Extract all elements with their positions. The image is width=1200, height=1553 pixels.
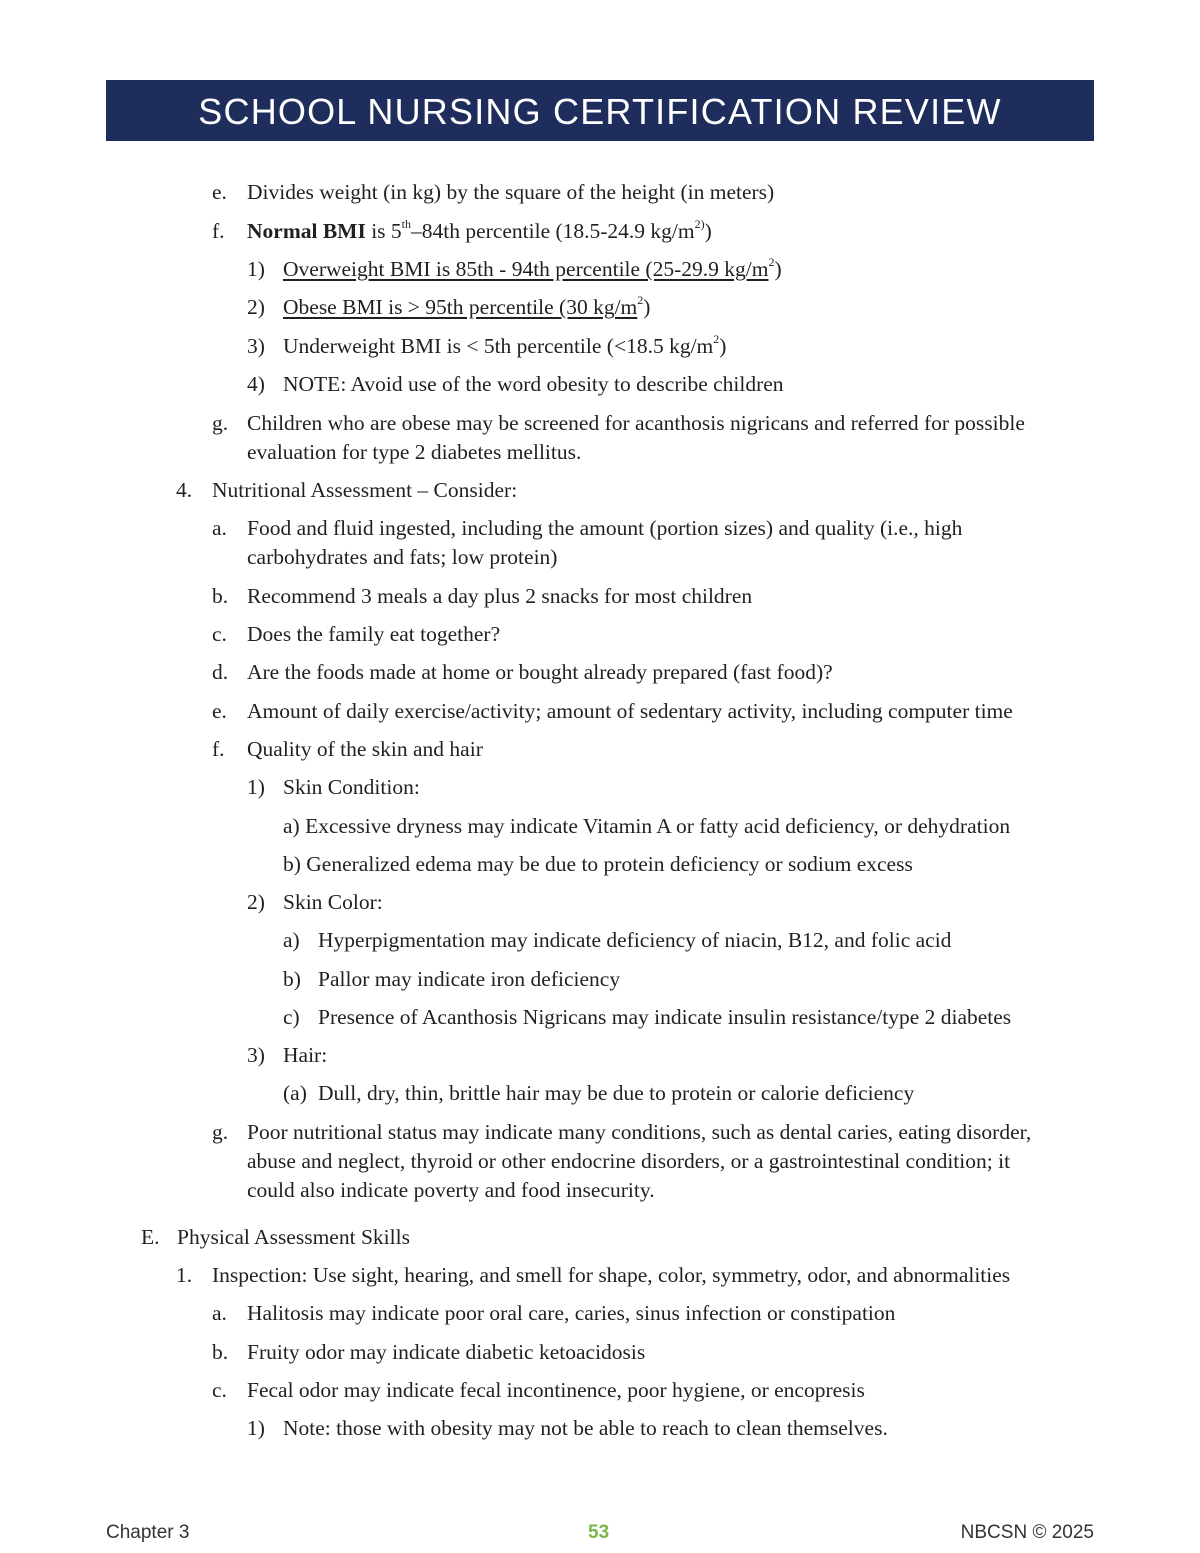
- superscript: 2: [768, 254, 775, 269]
- list-item-text: abuse and neglect, thyroid or other endocrine disorders, or a gastrointestinal condition; it: [247, 1149, 1011, 1173]
- overweight-item: [283, 255, 782, 284]
- text-run: ): [704, 219, 712, 243]
- list-item-text: Presence of Acanthosis Nigricans may indicate insulin resistance/type 2 diabetes: [318, 1005, 1012, 1029]
- footer-copyright: NBCSN © 2025: [960, 1522, 1094, 1543]
- list-marker: 3): [247, 1043, 265, 1067]
- page-header-title: SCHOOL NURSING CERTIFICATION REVIEW: [198, 91, 1002, 132]
- list-marker: 3): [247, 334, 265, 358]
- list-marker: b): [283, 967, 301, 991]
- list-marker: 4): [247, 372, 265, 396]
- list-item-text: Fruity odor may indicate diabetic ketoacidosis: [247, 1340, 646, 1364]
- list-item-text: carbohydrates and fats; low protein): [247, 545, 558, 569]
- obese-item: [283, 293, 650, 322]
- list-marker: 2): [247, 890, 265, 914]
- text-run: ): [719, 334, 727, 358]
- list-marker: c.: [212, 622, 227, 646]
- list-marker: a.: [212, 1301, 227, 1325]
- list-marker: 4.: [176, 478, 193, 502]
- list-item-text: Amount of daily exercise/activity; amount of sedentary activity, including computer time: [247, 699, 1013, 723]
- list-item-text: could also indicate poverty and food insecurity.: [247, 1178, 655, 1202]
- footer-chapter: Chapter 3: [106, 1522, 190, 1543]
- list-marker: 1): [247, 1416, 265, 1440]
- list-marker: e.: [212, 699, 227, 723]
- list-marker: b.: [212, 584, 229, 608]
- list-item-text: Dull, dry, thin, brittle hair may be due to protein or calorie deficiency: [318, 1081, 915, 1105]
- list-marker: b.: [212, 1340, 229, 1364]
- list-marker: d.: [212, 660, 229, 684]
- underweight-item: [283, 332, 726, 361]
- superscript: 2): [694, 216, 705, 231]
- list-item-text: a) Excessive dryness may indicate Vitamin A or fatty acid deficiency, or dehydration: [283, 814, 1011, 838]
- list-marker: e.: [212, 180, 227, 204]
- list-marker: 1): [247, 775, 265, 799]
- list-item-text: Note: those with obesity may not be able to reach to clean themselves.: [283, 1416, 888, 1440]
- list-item-text: Recommend 3 meals a day plus 2 snacks for most children: [247, 584, 753, 608]
- list-item-text: Hair:: [283, 1043, 328, 1067]
- list-marker: (a): [283, 1081, 307, 1105]
- list-item-text: Children who are obese may be screened for acanthosis nigricans and referred for possible: [247, 411, 1025, 435]
- list-item-text: Does the family eat together?: [247, 622, 501, 646]
- list-item-text: NOTE: Avoid use of the word obesity to describe children: [283, 372, 784, 396]
- list-item-text: Quality of the skin and hair: [247, 737, 483, 761]
- footer-page-number: 53: [588, 1522, 610, 1543]
- list-marker: f.: [212, 737, 225, 761]
- underlined-text: Obese BMI is > 95th percentile (30 kg/m: [283, 295, 638, 319]
- list-marker: f.: [212, 219, 225, 243]
- list-item-text: evaluation for type 2 diabetes mellitus.: [247, 440, 582, 464]
- list-marker: 2): [247, 295, 265, 319]
- list-marker: a.: [212, 516, 227, 540]
- list-item-text: Poor nutritional status may indicate many conditions, such as dental caries, eating disorder,: [247, 1120, 1032, 1144]
- list-marker: 1): [247, 257, 265, 281]
- list-marker: g.: [212, 1120, 229, 1144]
- list-item-text: b) Generalized edema may be due to protein deficiency or sodium excess: [283, 852, 913, 876]
- list-item-text: Hyperpigmentation may indicate deficiency of niacin, B12, and folic acid: [318, 928, 952, 952]
- text-run: Underweight BMI is < 5th percentile (<18.5 kg/m: [283, 334, 714, 358]
- list-marker: E.: [141, 1225, 160, 1249]
- header-banner: [106, 80, 1094, 141]
- superscript: 2: [713, 331, 720, 346]
- superscript: th: [401, 216, 412, 231]
- list-item-text: Skin Condition:: [283, 775, 420, 799]
- text-run: ): [774, 257, 782, 281]
- section-heading: Physical Assessment Skills: [177, 1225, 410, 1249]
- list-marker: c.: [212, 1378, 227, 1402]
- list-item-text: Divides weight (in kg) by the square of the height (in meters): [247, 180, 775, 204]
- text-run: is 5: [365, 219, 402, 243]
- list-marker: 1.: [176, 1263, 193, 1287]
- list-marker: g.: [212, 411, 229, 435]
- section-heading: Nutritional Assessment – Consider:: [212, 478, 518, 502]
- list-item-text: Are the foods made at home or bought already prepared (fast food)?: [247, 660, 833, 684]
- superscript: 2: [637, 292, 644, 307]
- list-item-text: Pallor may indicate iron deficiency: [318, 967, 621, 991]
- list-marker: c): [283, 1005, 300, 1029]
- bold-term: Normal BMI: [247, 219, 366, 243]
- list-item-text: Fecal odor may indicate fecal incontinence, poor hygiene, or encopresis: [247, 1378, 865, 1402]
- text-run: –84th percentile (18.5-24.9 kg/m: [411, 219, 695, 243]
- list-item-text: Inspection: Use sight, hearing, and smell for shape, color, symmetry, odor, and abnormalities: [212, 1263, 1011, 1287]
- list-item-text: Food and fluid ingested, including the amount (portion sizes) and quality (i.e., high: [247, 516, 963, 540]
- list-item-text: Halitosis may indicate poor oral care, caries, sinus infection or constipation: [247, 1301, 896, 1325]
- list-item-text: Skin Color:: [283, 890, 383, 914]
- list-marker: a): [283, 928, 300, 952]
- underlined-text: Overweight BMI is 85th - 94th percentile (25-29.9 kg/m: [283, 257, 769, 281]
- text-run: ): [643, 295, 651, 319]
- normal-bmi-item: [247, 217, 712, 246]
